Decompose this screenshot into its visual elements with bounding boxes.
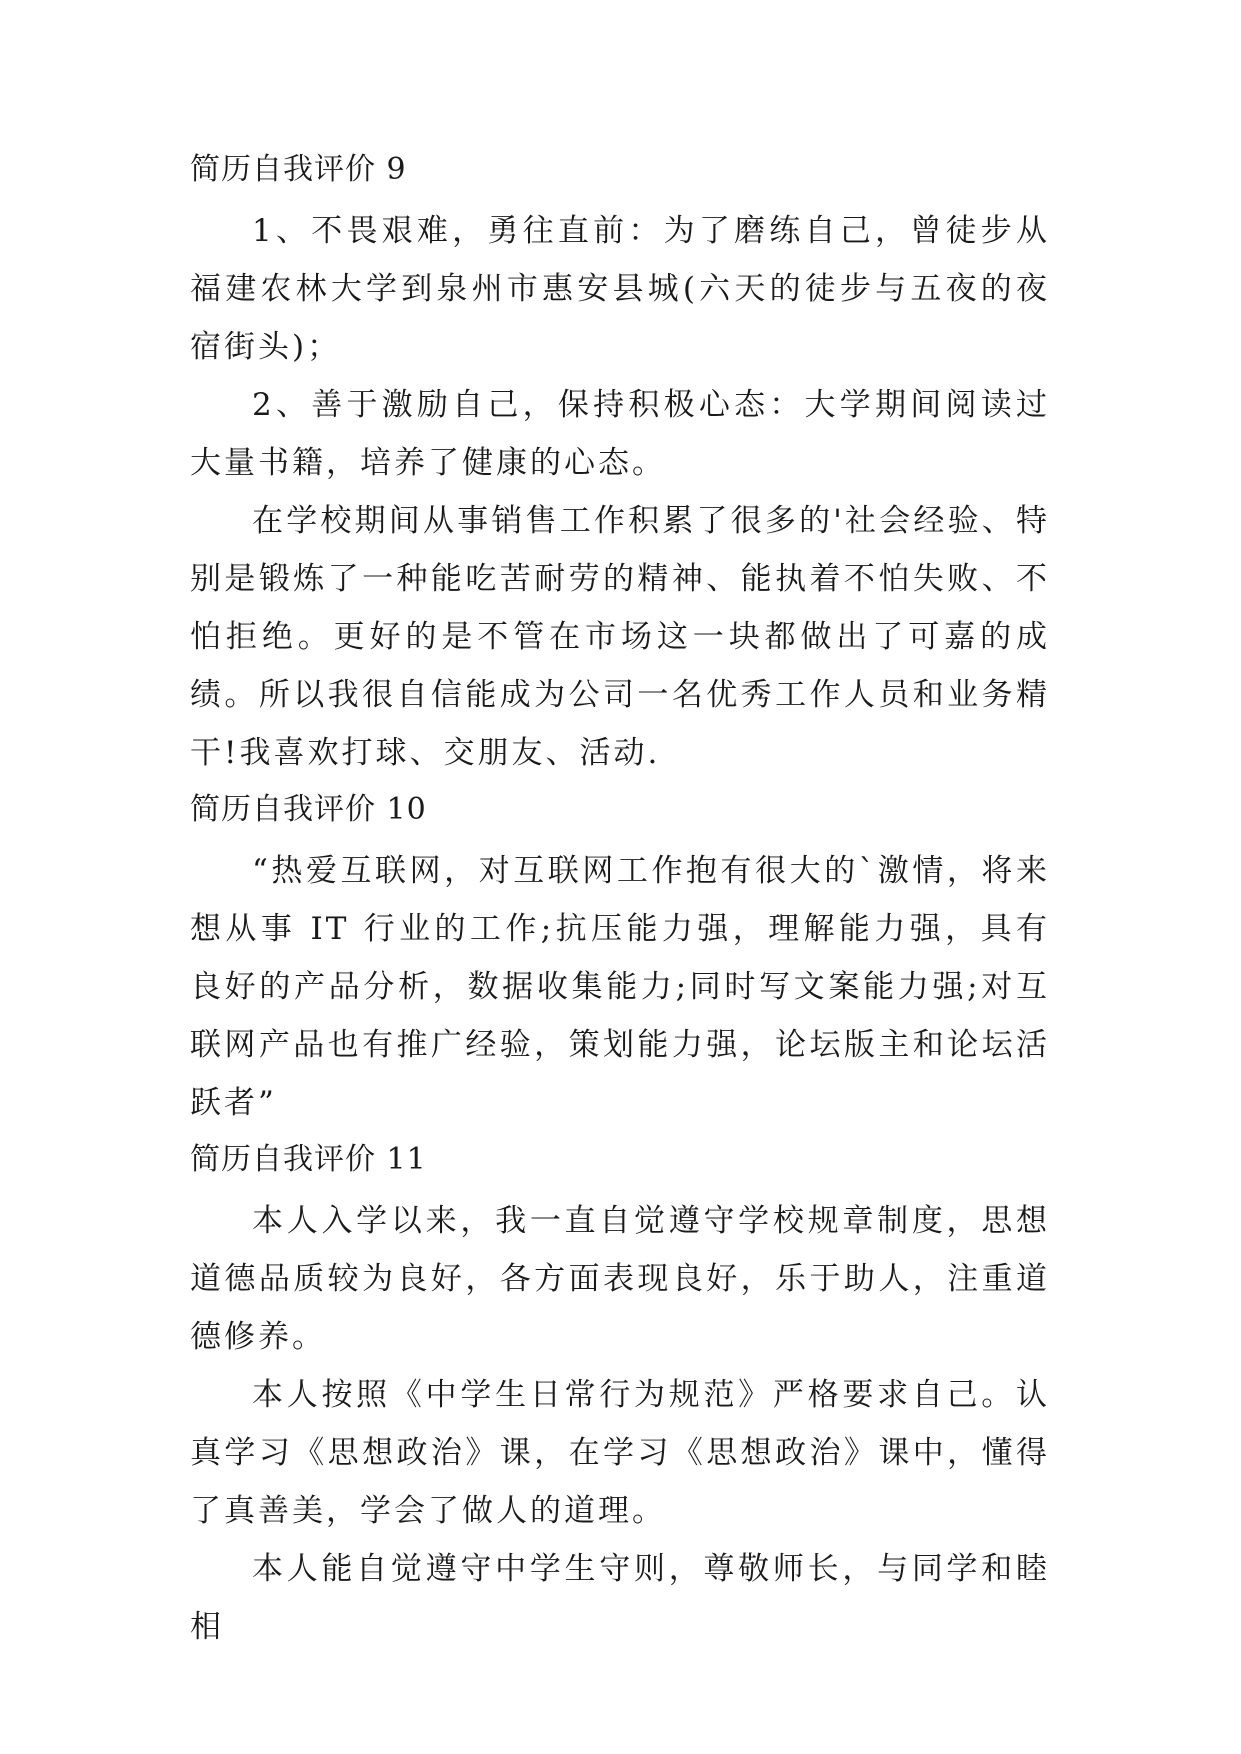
paragraph: “热爱互联网，对互联网工作抱有很大的`激情，将来想从事 IT 行业的工作;抗压能力强，理解能力强，具有良好的产品分析，数据收集能力;同时写文案能力强;对互联网产品也有推广经验，策划能力强，论坛版主和论坛活跃者” [190, 853, 1050, 1121]
paragraph: 2、善于激励自己，保持积极心态：大学期间阅读过大量书籍，培养了健康的心态。 [190, 387, 1050, 481]
section-self-evaluation-9 [190, 150, 1050, 782]
document-page [190, 150, 1050, 1656]
paragraph: 本人按照《中学生日常行为规范》严格要求自己。认真学习《思想政治》课，在学习《思想政治》课中，懂得了真善美，学会了做人的道理。 [190, 1377, 1050, 1529]
paragraph: 1、不畏艰难，勇往直前：为了磨练自己，曾徒步从福建农林大学到泉州市惠安县城(六天的徒步与五夜的夜宿街头)； [190, 213, 1050, 365]
section-heading: 简历自我评价 9 [190, 152, 407, 187]
section-heading: 简历自我评价 10 [190, 792, 427, 827]
section-self-evaluation-11 [190, 1140, 1050, 1656]
section-self-evaluation-10 [190, 790, 1050, 1132]
paragraph: 本人能自觉遵守中学生守则，尊敬师长，与同学和睦相 [190, 1551, 1050, 1645]
section-heading: 简历自我评价 11 [190, 1142, 427, 1177]
paragraph: 在学校期间从事销售工作积累了很多的'社会经验、特别是锻炼了一种能吃苦耐劳的精神、能执着不怕失败、不怕拒绝。更好的是不管在市场这一块都做出了可嘉的成绩。所以我很自信能成为公司一名优秀工作人员和业务精干!我喜欢打球、交朋友、活动. [190, 503, 1050, 771]
paragraph: 本人入学以来，我一直自觉遵守学校规章制度，思想道德品质较为良好，各方面表现良好，乐于助人，注重道德修养。 [190, 1203, 1050, 1355]
